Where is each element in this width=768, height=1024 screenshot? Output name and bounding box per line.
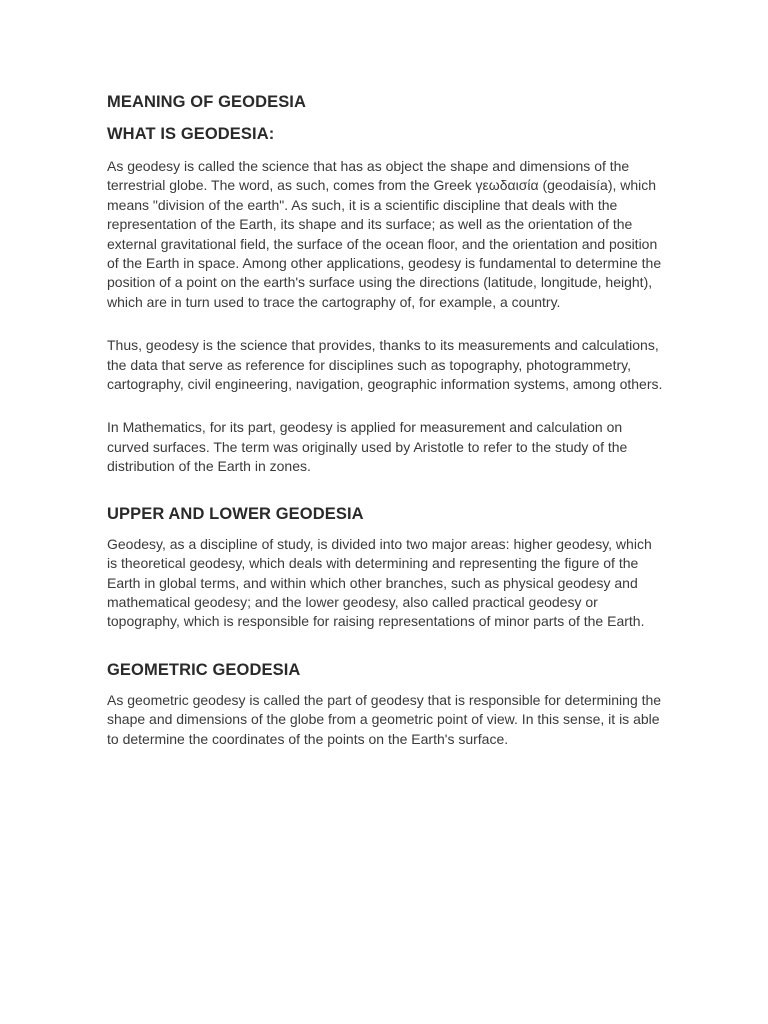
section-heading-upper-lower: UPPER AND LOWER GEODESIA <box>107 504 364 523</box>
document-page <box>107 91 663 749</box>
paragraph-disciplines: Thus, geodesy is the science that provides, thanks to its measurements and calculations, the data that serve as reference for disciplines such as topography, photogrammetry, cartography, civil engineering, navigation, geographic information systems, among others. <box>107 337 663 393</box>
paragraph-geometric: As geometric geodesy is called the part of geodesy that is responsible for determining the shape and dimensions of the globe from a geometric point of view. In this sense, it is able to determine the coordinates of the points on the Earth's surface. <box>107 691 662 747</box>
paragraph-upper-lower: Geodesy, as a discipline of study, is divided into two major areas: higher geodesy, which is theoretical geodesy, which deals with determining and representing the figure of the Earth in global terms, and within which other branches, such as physical geodesy and mathematical geodesy; and the lower geodesy, also called practical geodesy or topography, which is responsible for raising representations of minor parts of the Earth. <box>107 535 652 630</box>
paragraph-mathematics: In Mathematics, for its part, geodesy is applied for measurement and calculation on curved surfaces. The term was originally used by Aristotle to refer to the study of the distribution of the Earth in zones. <box>107 419 628 475</box>
paragraph-definition: As geodesy is called the science that has as object the shape and dimensions of the terrestrial globe. The word, as such, comes from the Greek γεωδαισία (geodaisía), which means "division of the earth". As such, it is a scientific discipline that deals with the representation of the Earth, its shape and its surface; as well as the orientation of the external gravitational field, the surface of the ocean floor, and the orientation and position of the Earth in space. Among other applications, geodesy is fundamental to determine the position of a point on the earth's surface using the directions (latitude, longitude, height), which are in turn used to trace the cartography of, for example, a country. <box>107 158 662 310</box>
subtitle-what-is-geodesia: WHAT IS GEODESIA: <box>107 125 275 143</box>
section-heading-geometric: GEOMETRIC GEODESIA <box>107 660 301 679</box>
document-title: MEANING OF GEODESIA <box>107 93 306 111</box>
